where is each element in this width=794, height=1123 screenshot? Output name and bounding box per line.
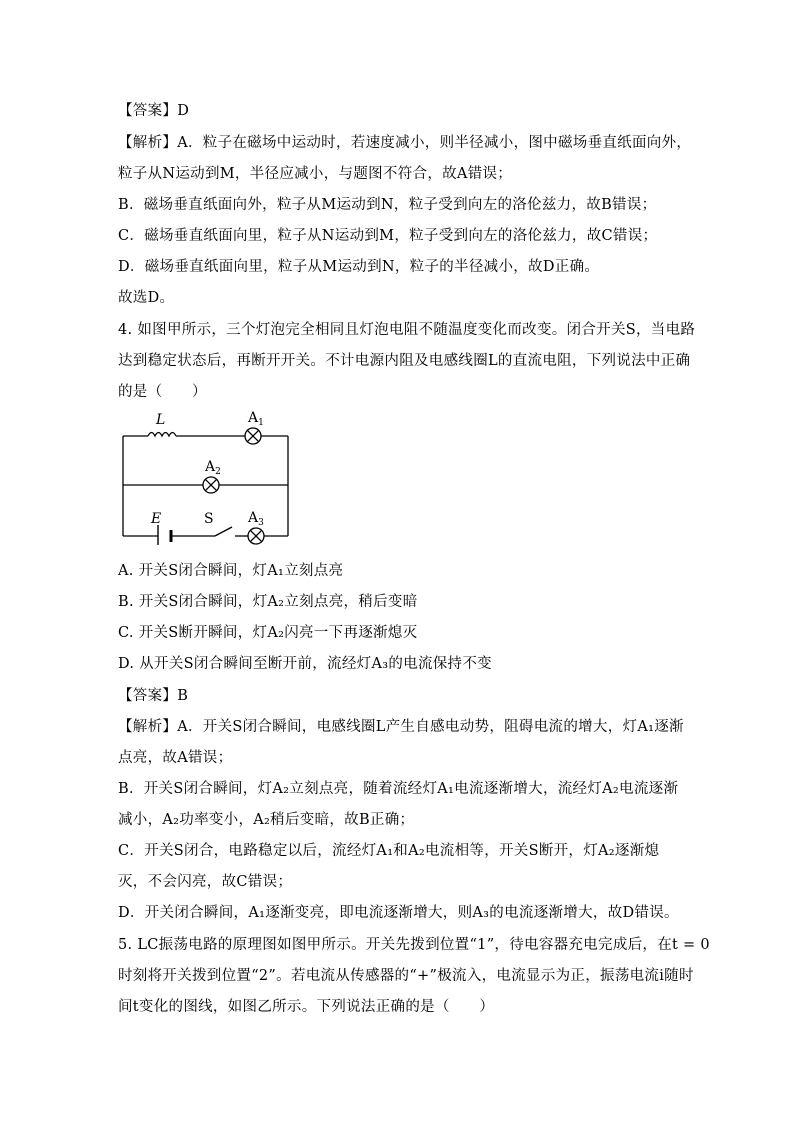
analysis-line: 粒子从N运动到M，半径应减小，与题图不符合，故A错误； <box>118 166 513 182</box>
option-d: D. 从开关S闭合瞬间至断开前，流经灯A₃的电流保持不变 <box>118 656 492 672</box>
analysis-line: 点亮，故A错误； <box>118 750 233 766</box>
analysis-line: 灭，不会闪亮，故C错误； <box>118 874 293 890</box>
circuit-diagram <box>118 410 293 545</box>
option-b: B. 开关S闭合瞬间，灯A₂立刻点亮，稍后变暗 <box>118 594 418 610</box>
question-4-stem: 的是（ ） <box>118 384 207 400</box>
answer-label-q4: 【答案】B <box>118 688 189 704</box>
question-5-stem: 5. LC振荡电路的原理图如图甲所示。开关先拨到位置“1”，待电容器充电完成后，在t = 0 <box>118 937 710 953</box>
analysis-line: D．开关闭合瞬间，A₁逐渐变亮，即电流逐渐增大，则A₃的电流逐渐增大，故D错误。 <box>118 905 679 921</box>
question-4-stem: 4. 如图甲所示，三个灯泡完全相同且灯泡电阻不随温度变化而改变。闭合开关S，当电路 <box>118 322 696 338</box>
analysis-line: 【解析】A．粒子在磁场中运动时，若速度减小，则半径减小，图中磁场垂直纸面向外， <box>118 135 692 151</box>
label-a2: $A_2$ <box>205 459 221 477</box>
label-inductor: L <box>156 412 166 428</box>
label-a1: $A_1$ <box>248 410 264 428</box>
conclusion-line: 故选D。 <box>118 290 175 306</box>
analysis-line: D．磁场垂直纸面向里，粒子从M运动到N，粒子的半径减小，故D正确。 <box>118 259 600 275</box>
analysis-line: B．开关S闭合瞬间，灯A₂立刻点亮，随着流经灯A₁电流逐渐增大，流经灯A₂电流逐渐 <box>118 781 679 797</box>
question-5-stem: 时刻将开关拨到位置“2”。若电流从传感器的“+”极流入，电流显示为正，振荡电流i随时 <box>118 968 694 984</box>
analysis-line: C．开关S闭合，电路稳定以后，流经灯A₁和A₂电流相等，开关S断开，灯A₂逐渐熄 <box>118 843 660 859</box>
label-switch: S <box>204 511 214 527</box>
lamp-a3-icon <box>248 528 264 544</box>
option-a: A. 开关S闭合瞬间，灯A₁立刻点亮 <box>118 563 344 579</box>
battery-icon <box>158 525 171 545</box>
analysis-line: 减小，A₂功率变小，A₂稍后变暗，故B正确； <box>118 812 415 828</box>
analysis-line: 【解析】A．开关S闭合瞬间，电感线圈L产生自感电动势，阻碍电流的增大，灯A₁逐渐 <box>118 719 684 735</box>
label-source: E <box>151 511 162 527</box>
lamp-a2-icon <box>203 477 219 493</box>
question-4-stem: 达到稳定状态后，再断开开关。不计电源内阻及电感线圈L的直流电阻，下列说法中正确 <box>118 353 691 369</box>
lamp-a1-icon <box>245 428 261 444</box>
question-5-stem: 间t变化的图线，如图乙所示。下列说法正确的是（ ） <box>118 999 495 1015</box>
label-a3: $A_3$ <box>248 510 264 528</box>
analysis-line: B．磁场垂直纸面向外，粒子从M运动到N，粒子受到向左的洛伦兹力，故B错误； <box>118 197 657 213</box>
option-c: C. 开关S断开瞬间，灯A₂闪亮一下再逐渐熄灭 <box>118 625 418 641</box>
analysis-line: C．磁场垂直纸面向里，粒子从N运动到M，粒子受到向左的洛伦兹力，故C错误； <box>118 228 658 244</box>
answer-label-q3: 【答案】D <box>118 103 190 119</box>
